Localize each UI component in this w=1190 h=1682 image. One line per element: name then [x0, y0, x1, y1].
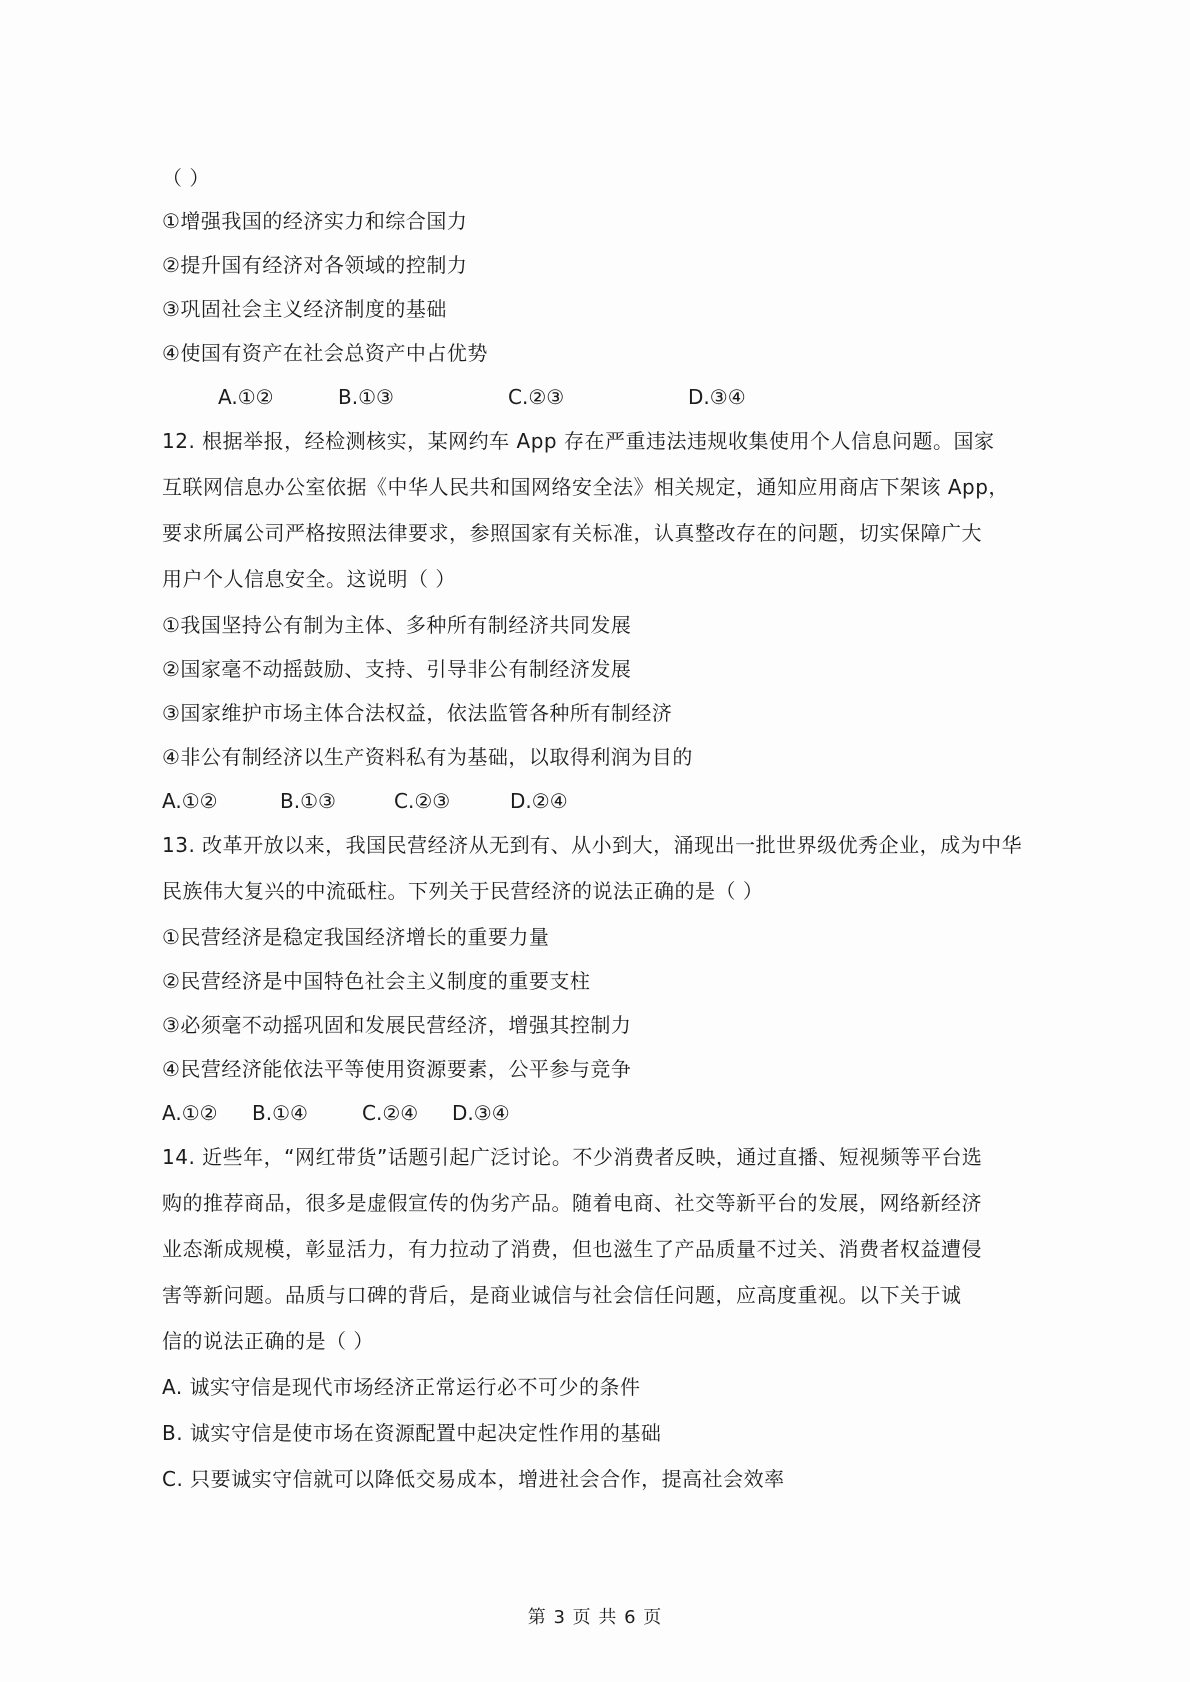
- q11-option-a: A.①②: [218, 385, 274, 409]
- q12-stem-line-2: 互联网信息办公室依据《中华人民共和国网络安全法》相关规定，通知应用商店下架该 App，: [162, 475, 1009, 499]
- q13-option-b: B.①④: [252, 1101, 308, 1125]
- q14-stem-line-5: 信的说法正确的是（ ）: [162, 1329, 374, 1353]
- q13-option-c: C.②④: [362, 1101, 419, 1125]
- q11-item-3: ③巩固社会主义经济制度的基础: [162, 297, 447, 321]
- q12-option-a: A.①②: [162, 789, 218, 813]
- q11-item-1: ①增强我国的经济实力和综合国力: [162, 209, 468, 233]
- q12-option-c: C.②③: [394, 789, 451, 813]
- q12-stem-line-1: 12. 根据举报，经检测核实，某网约车 App 存在严重违法违规收集使用个人信息问题。国家: [162, 429, 995, 453]
- q12-item-1: ①我国坚持公有制为主体、多种所有制经济共同发展: [162, 613, 632, 637]
- q14-stem-line-3: 业态渐成规模，彰显活力，有力拉动了消费，但也滋生了产品质量不过关、消费者权益遭侵: [162, 1237, 982, 1261]
- q14-stem-line-2: 购的推荐商品，很多是虚假宣传的伪劣产品。随着电商、社交等新平台的发展，网络新经济: [162, 1191, 982, 1215]
- q11-option-b: B.①③: [338, 385, 394, 409]
- page-number-footer: 第 3 页 共 6 页: [527, 1607, 663, 1628]
- q13-item-3: ③必须毫不动摇巩固和发展民营经济，增强其控制力: [162, 1013, 632, 1037]
- q13-item-2: ②民营经济是中国特色社会主义制度的重要支柱: [162, 969, 591, 993]
- q12-item-4: ④非公有制经济以生产资料私有为基础，以取得利润为目的: [162, 745, 693, 769]
- q14-stem-line-1: 14. 近些年，“网红带货”话题引起广泛讨论。不少消费者反映，通过直播、短视频等平台选: [162, 1145, 983, 1169]
- q12-option-d: D.②④: [510, 789, 568, 813]
- q14-option-c: C. 只要诚实守信就可以降低交易成本，增进社会合作，提高社会效率: [162, 1467, 785, 1491]
- q13-item-4: ④民营经济能依法平等使用资源要素，公平参与竞争: [162, 1057, 632, 1081]
- q12-options: [162, 788, 642, 814]
- q14-option-b: B. 诚实守信是使市场在资源配置中起决定性作用的基础: [162, 1421, 662, 1445]
- q12-stem-line-4: 用户个人信息安全。这说明（ ）: [162, 567, 456, 591]
- q11-item-4: ④使国有资产在社会总资产中占优势: [162, 341, 488, 365]
- q13-stem-line-2: 民族伟大复兴的中流砥柱。下列关于民营经济的说法正确的是（ ）: [162, 879, 764, 903]
- q13-option-a: A.①②: [162, 1101, 218, 1125]
- q11-options: [218, 384, 778, 410]
- q13-stem-line-1: 13. 改革开放以来，我国民营经济从无到有、从小到大，涌现出一批世界级优秀企业，成为中华: [162, 833, 1023, 857]
- q12-item-2: ②国家毫不动摇鼓励、支持、引导非公有制经济发展: [162, 657, 632, 681]
- q12-stem-line-3: 要求所属公司严格按照法律要求，参照国家有关标准，认真整改存在的问题，切实保障广大: [162, 521, 982, 545]
- q11-option-c: C.②③: [508, 385, 565, 409]
- q14-stem-line-4: 害等新问题。品质与口碑的背后，是商业诚信与社会信任问题，应高度重视。以下关于诚: [162, 1283, 962, 1307]
- q14-option-a: A. 诚实守信是现代市场经济正常运行必不可少的条件: [162, 1375, 641, 1399]
- q11-item-2: ②提升国有经济对各领域的控制力: [162, 253, 468, 277]
- q12-item-3: ③国家维护市场主体合法权益，依法监管各种所有制经济: [162, 701, 673, 725]
- q11-answer-bracket: （ ）: [162, 166, 210, 190]
- q13-item-1: ①民营经济是稳定我国经济增长的重要力量: [162, 925, 550, 949]
- q13-options: [162, 1100, 562, 1126]
- q13-option-d: D.③④: [452, 1101, 510, 1125]
- q11-option-d: D.③④: [688, 385, 746, 409]
- q12-option-b: B.①③: [280, 789, 336, 813]
